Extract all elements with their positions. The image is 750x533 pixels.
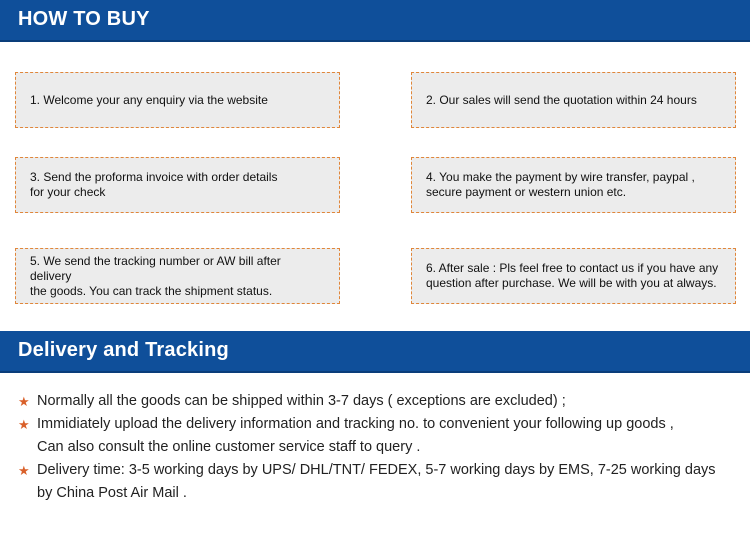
step-box-1 <box>15 72 340 128</box>
step-text-2: 2. Our sales will send the quotation within 24 hours <box>426 92 697 107</box>
delivery-banner <box>0 331 750 373</box>
delivery-item-3 <box>18 459 743 505</box>
step-box-2 <box>411 72 736 128</box>
delivery-item-1 <box>18 390 743 413</box>
delivery-item-text-1: Normally all the goods can be shipped within 3-7 days ( exceptions are excluded) ; <box>37 393 566 409</box>
step-text-5: 5. We send the tracking number or AW bill after delivery the goods. You can track the shipment status. <box>30 253 281 298</box>
step-text-6: 6. After sale : Pls feel free to contact us if you have any question after purchase. We will be with you at always. <box>426 261 719 290</box>
step-box-3 <box>15 157 340 213</box>
delivery-list <box>18 390 743 505</box>
step-box-6 <box>411 248 736 304</box>
how-to-buy-title: HOW TO BUY <box>18 8 150 30</box>
step-text-1: 1. Welcome your any enquiry via the website <box>30 92 268 107</box>
star-icon: ★ <box>18 463 30 478</box>
step-text-4: 4. You make the payment by wire transfer, paypal , secure payment or western union etc. <box>426 170 695 199</box>
how-to-buy-banner <box>0 0 750 42</box>
step-text-3: 3. Send the proforma invoice with order details for your check <box>30 170 278 199</box>
delivery-item-text-2: Immidiately upload the delivery information and tracking no. to convenient your following up goods , Can also consult the online customer service staff to query . <box>37 416 674 455</box>
delivery-item-text-3: Delivery time: 3-5 working days by UPS/ DHL/TNT/ FEDEX, 5-7 working days by EMS, 7-25 working days by China Post Air Mail . <box>37 462 716 501</box>
star-icon: ★ <box>18 394 30 409</box>
step-box-4 <box>411 157 736 213</box>
delivery-item-2 <box>18 413 743 459</box>
star-icon: ★ <box>18 417 30 432</box>
delivery-title: Delivery and Tracking <box>18 339 229 361</box>
step-box-5 <box>15 248 340 304</box>
